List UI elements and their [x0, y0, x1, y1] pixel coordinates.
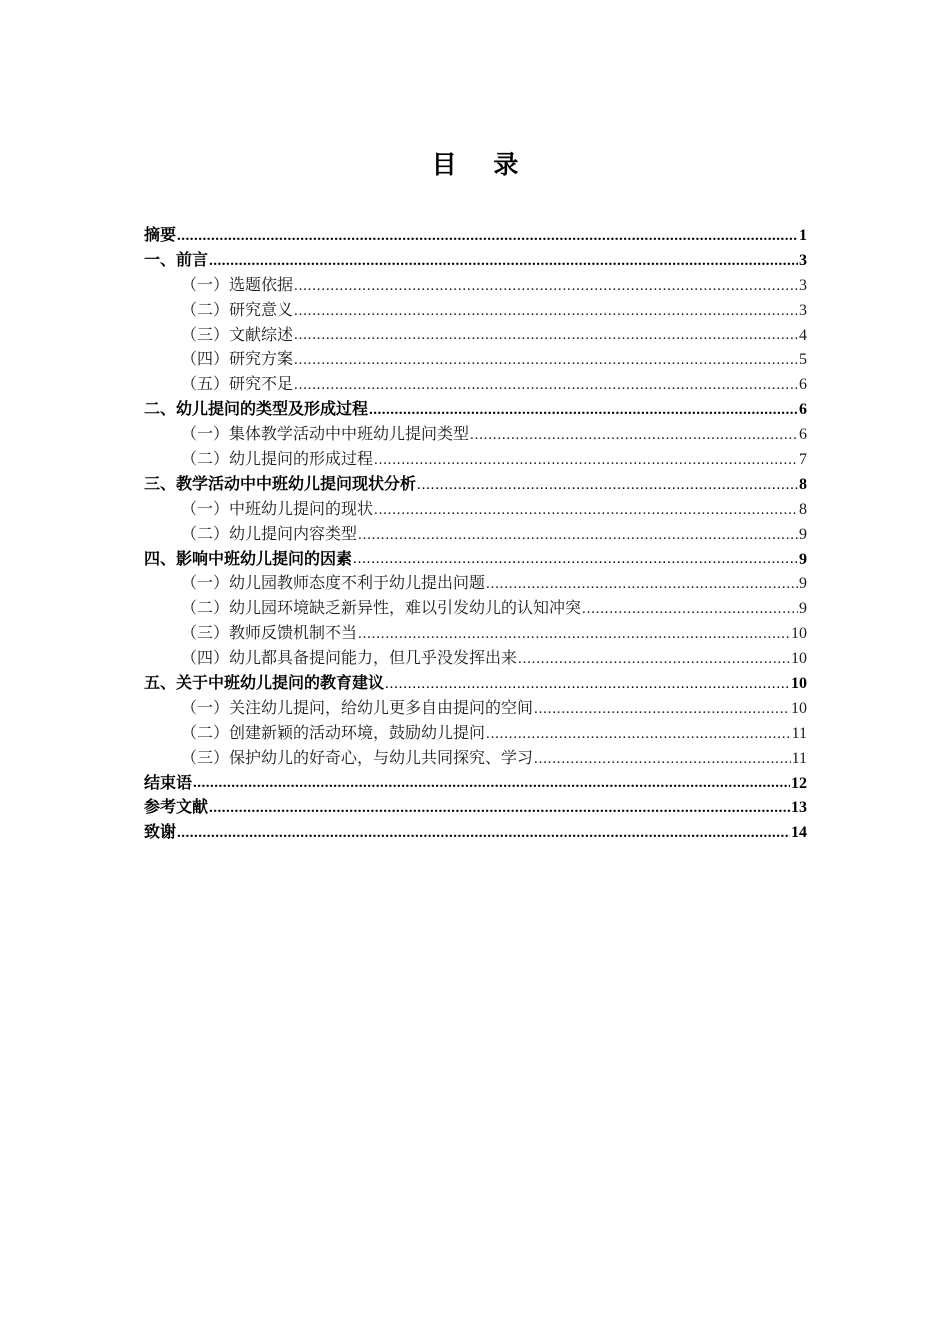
toc-entry-label: （一）集体教学活动中中班幼儿提问类型 [181, 426, 470, 444]
toc-dot-leader [294, 324, 798, 349]
toc-section-entry[interactable] [144, 597, 807, 622]
toc-dot-leader [534, 747, 791, 772]
toc-entry-label: （三）文献综述 [181, 326, 294, 344]
toc-section-entry[interactable] [144, 622, 807, 647]
toc-entry-label: （一）中班幼儿提问的现状 [181, 500, 374, 518]
toc-entry-label: （二）研究意义 [181, 301, 294, 319]
toc-entry-label: （一）选题依据 [181, 276, 294, 294]
toc-page-number: 11 [791, 749, 807, 767]
toc-page-number: 10 [791, 625, 807, 643]
toc-dot-leader [385, 672, 790, 697]
toc-chapter-entry[interactable] [144, 772, 807, 797]
table-of-contents [144, 224, 807, 846]
toc-chapter-entry[interactable] [144, 473, 807, 498]
toc-entry-label: 二、幼儿提问的类型及形成过程 [144, 401, 369, 419]
toc-page-number: 8 [799, 500, 807, 518]
toc-dot-leader [353, 548, 798, 573]
toc-page-number: 9 [799, 550, 807, 568]
toc-section-entry[interactable] [144, 373, 807, 398]
toc-dot-leader [209, 796, 790, 821]
toc-page-number: 9 [799, 600, 807, 618]
toc-dot-leader [486, 572, 798, 597]
toc-section-entry[interactable] [144, 498, 807, 523]
toc-page-number: 4 [799, 326, 807, 344]
toc-section-entry[interactable] [144, 423, 807, 448]
toc-entry-label: 摘要 [144, 227, 177, 244]
toc-entry-label: （四）幼儿都具备提问能力，但几乎没发挥出来 [181, 650, 518, 668]
toc-entry-label: （二）创建新颖的活动环境，鼓励幼儿提问 [181, 724, 486, 742]
toc-dot-leader [518, 647, 790, 672]
toc-page-number: 9 [799, 575, 807, 593]
toc-dot-leader [369, 398, 798, 423]
toc-chapter-entry[interactable] [144, 249, 807, 274]
toc-chapter-entry[interactable] [144, 224, 807, 249]
toc-page-number: 6 [799, 376, 807, 394]
toc-dot-leader [294, 373, 798, 398]
toc-entry-label: 四、影响中班幼儿提问的因素 [144, 550, 353, 568]
toc-page-number: 10 [791, 650, 807, 668]
toc-dot-leader [193, 772, 790, 797]
toc-dot-leader [209, 249, 798, 274]
toc-page-number: 9 [799, 525, 807, 543]
toc-section-entry[interactable] [144, 348, 807, 373]
toc-page-number: 13 [791, 799, 807, 817]
toc-entry-label: 致谢 [144, 824, 177, 842]
toc-page-number: 14 [791, 824, 807, 842]
toc-section-entry[interactable] [144, 448, 807, 473]
toc-page-number: 7 [799, 451, 807, 469]
toc-entry-label: （一）幼儿园教师态度不利于幼儿提出问题 [181, 575, 486, 593]
toc-dot-leader [534, 697, 790, 722]
toc-page-number: 3 [799, 301, 807, 319]
toc-dot-leader [358, 523, 798, 548]
toc-dot-leader [374, 498, 798, 523]
toc-chapter-entry[interactable] [144, 398, 807, 423]
toc-page-number: 1 [799, 227, 807, 244]
toc-dot-leader [177, 224, 798, 249]
toc-page-number: 10 [791, 675, 807, 693]
toc-chapter-entry[interactable] [144, 672, 807, 697]
toc-dot-leader [417, 473, 798, 498]
toc-page-number: 6 [799, 426, 807, 444]
toc-entry-label: 结束语 [144, 774, 193, 792]
toc-entry-label: （四）研究方案 [181, 351, 294, 369]
toc-section-entry[interactable] [144, 747, 807, 772]
toc-section-entry[interactable] [144, 697, 807, 722]
toc-entry-label: （三）保护幼儿的好奇心，与幼儿共同探究、学习 [181, 749, 534, 767]
toc-section-entry[interactable] [144, 299, 807, 324]
toc-entry-label: （二）幼儿园环境缺乏新异性，难以引发幼儿的认知冲突 [181, 600, 582, 618]
toc-dot-leader [294, 274, 798, 299]
toc-entry-label: （一）关注幼儿提问，给幼儿更多自由提问的空间 [181, 699, 534, 717]
toc-dot-leader [177, 821, 790, 846]
toc-section-entry[interactable] [144, 523, 807, 548]
toc-page-number: 12 [791, 774, 807, 792]
toc-page-number: 10 [791, 699, 807, 717]
toc-entry-label: 参考文献 [144, 799, 209, 817]
toc-dot-leader [294, 299, 798, 324]
toc-section-entry[interactable] [144, 647, 807, 672]
toc-page-number: 11 [791, 724, 807, 742]
toc-chapter-entry[interactable] [144, 796, 807, 821]
toc-dot-leader [358, 622, 790, 647]
toc-page-number: 3 [799, 276, 807, 294]
toc-dot-leader [486, 722, 791, 747]
toc-entry-label: （五）研究不足 [181, 376, 294, 394]
toc-entry-label: （二）幼儿提问内容类型 [181, 525, 358, 543]
toc-chapter-entry[interactable] [144, 548, 807, 573]
toc-section-entry[interactable] [144, 572, 807, 597]
toc-entry-label: （三）教师反馈机制不当 [181, 625, 358, 643]
page-title: 目 录 [431, 149, 533, 179]
toc-page-number: 3 [799, 251, 807, 269]
toc-page-number: 6 [799, 401, 807, 419]
toc-entry-label: 五、关于中班幼儿提问的教育建议 [144, 675, 385, 693]
toc-entry-label: 一、前言 [144, 251, 209, 269]
toc-entry-label: 三、教学活动中中班幼儿提问现状分析 [144, 475, 417, 493]
toc-section-entry[interactable] [144, 324, 807, 349]
toc-section-entry[interactable] [144, 274, 807, 299]
toc-chapter-entry[interactable] [144, 821, 807, 846]
toc-page-number: 8 [799, 475, 807, 493]
toc-dot-leader [374, 448, 798, 473]
toc-entry-label: （二）幼儿提问的形成过程 [181, 451, 374, 469]
toc-dot-leader [582, 597, 798, 622]
toc-section-entry[interactable] [144, 722, 807, 747]
toc-dot-leader [294, 348, 798, 373]
toc-dot-leader [470, 423, 798, 448]
toc-page-number: 5 [799, 351, 807, 369]
